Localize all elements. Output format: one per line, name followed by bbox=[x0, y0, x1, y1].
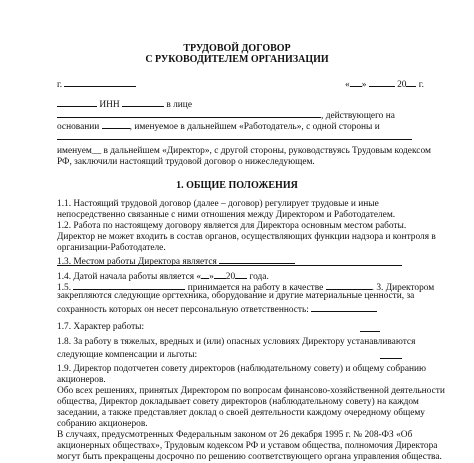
clause-1-11-line-2: акционерных обществах», Трудовым кодексом РФ и уставом общества, полномочия Директора bbox=[57, 441, 438, 451]
start-close-quote: » bbox=[209, 272, 214, 282]
workplace-blank bbox=[219, 254, 295, 264]
preamble-line-3 bbox=[57, 119, 380, 133]
basis-blank bbox=[102, 119, 130, 129]
work-nature-rule bbox=[360, 331, 380, 332]
clause-1-11-line-3: могут быть прекращены досрочно по решению соответствующего органа управления общества. bbox=[57, 452, 442, 462]
clause-1-10-line-2: общества, Директор докладывает совету директоров (наблюдательному совету) на каждом bbox=[57, 397, 419, 407]
start-year-suffix: года. bbox=[249, 272, 269, 282]
year-suffix: г. bbox=[418, 80, 424, 90]
in-person-label: в лице bbox=[166, 100, 192, 110]
equipment-blank bbox=[311, 302, 377, 312]
preamble-line-4: именуем__ в дальнейшем «Директор», с другой стороны, руководствуясь Трудовым кодексом bbox=[57, 146, 431, 156]
clause-1-4-text: 1.4. Датой начала работы является « bbox=[57, 272, 202, 282]
city-prefix: г. bbox=[57, 80, 63, 90]
inn-label: ИНН bbox=[99, 100, 120, 110]
clause-1-5-line-3 bbox=[57, 302, 377, 316]
clause-1-11-line-1: В случаях, предусмотренных Федеральным законом от 26 декабря 1995 г. № 208-ФЗ «Об bbox=[57, 430, 413, 440]
clause-1-5-text-3: сохранность которых он несет персональную ответственность: bbox=[57, 305, 309, 315]
day-blank bbox=[350, 77, 362, 87]
clause-1-8-line-2: следующие компенсации и льготы: bbox=[57, 350, 198, 360]
start-year-prefix: 20 bbox=[225, 272, 236, 282]
representative-blank bbox=[57, 108, 321, 118]
date-close-quote: » bbox=[361, 80, 367, 90]
date-open-quote: « bbox=[345, 80, 350, 90]
clause-1-2-line-2: Директор не может входить в состав органов, осуществляющих функции надзора и контроля в bbox=[57, 232, 436, 242]
city-line bbox=[57, 77, 136, 91]
year-prefix: 20 bbox=[397, 80, 407, 90]
clause-1-10-line-4: собранию акционеров. bbox=[57, 419, 148, 429]
acting-label: , действующего на bbox=[321, 111, 395, 121]
clause-1-1-line-1: 1.1. Настоящий трудовой договор (далее – договор) регулирует трудовые и иные bbox=[57, 199, 379, 209]
document-title-line-1: ТРУДОВОЙ ДОГОВОР bbox=[183, 43, 291, 54]
clause-1-5-line-2: закрепляются следующие оргтехника, оборудование и другие материальные ценности, за bbox=[57, 291, 415, 301]
clause-1-3-text: 1.3. Местом работы Директора является bbox=[57, 257, 217, 267]
clause-1-2-line-1: 1.2. Работа по настоящему договору является для Директора основным местом работы. bbox=[57, 221, 407, 231]
director-name-rule bbox=[57, 139, 412, 140]
clause-1-10-line-1: Обо всех решениях, принятых Директором по вопросам финансово-хозяйственной деятельности bbox=[57, 386, 445, 396]
employee-name-blank bbox=[73, 280, 185, 290]
start-year-blank bbox=[235, 269, 247, 279]
year-blank bbox=[406, 77, 416, 87]
clause-1-9-line-2: акционеров. bbox=[57, 375, 106, 385]
clause-1-5-number: 1.5. bbox=[57, 283, 72, 293]
clause-1-7: 1.7. Характер работы: bbox=[57, 322, 145, 332]
clause-1-1-line-2: непосредственно связанные с ними отношения между Директором и Работодателем. bbox=[57, 210, 396, 220]
clause-1-5-tail: . 3. Директором bbox=[371, 283, 435, 293]
section-heading: 1. ОБЩИЕ ПОЛОЖЕНИЯ bbox=[176, 180, 298, 191]
start-month-blank bbox=[214, 269, 226, 279]
clause-1-8-line-1: 1.8. За работу в тяжелых, вредных и (или) опасных условиях Директору устанавливаются bbox=[57, 337, 416, 347]
clause-1-9-line-1: 1.9. Директор подотчетен совету директоров (наблюдательному совету) и общему собранию bbox=[57, 364, 427, 374]
document-title-line-2: С РУКОВОДИТЕЛЕМ ОРГАНИЗАЦИИ bbox=[145, 54, 329, 65]
basis-label: основании bbox=[57, 122, 100, 132]
month-blank bbox=[369, 77, 395, 87]
clause-1-5-text: принимается на работу в качестве bbox=[187, 283, 324, 293]
position-blank bbox=[326, 280, 372, 290]
clause-1-2-line-3: организации-Работодателе. bbox=[57, 243, 166, 253]
inn-blank bbox=[122, 97, 164, 107]
employer-text: , именуемое в дальнейшем «Работодатель», с одной стороны и bbox=[129, 122, 380, 132]
employer-name-blank bbox=[57, 97, 97, 107]
workplace-rule bbox=[57, 265, 402, 266]
compensation-rule bbox=[380, 358, 402, 359]
clause-1-10-line-3: заседании, а также представляет доклад о своей деятельности каждому очередному общему bbox=[57, 408, 425, 418]
city-blank bbox=[64, 77, 136, 87]
preamble-line-5: РФ, заключили настоящий трудовой договор о нижеследующем. bbox=[57, 157, 315, 167]
start-day-blank bbox=[201, 269, 209, 279]
date-line bbox=[345, 77, 424, 91]
